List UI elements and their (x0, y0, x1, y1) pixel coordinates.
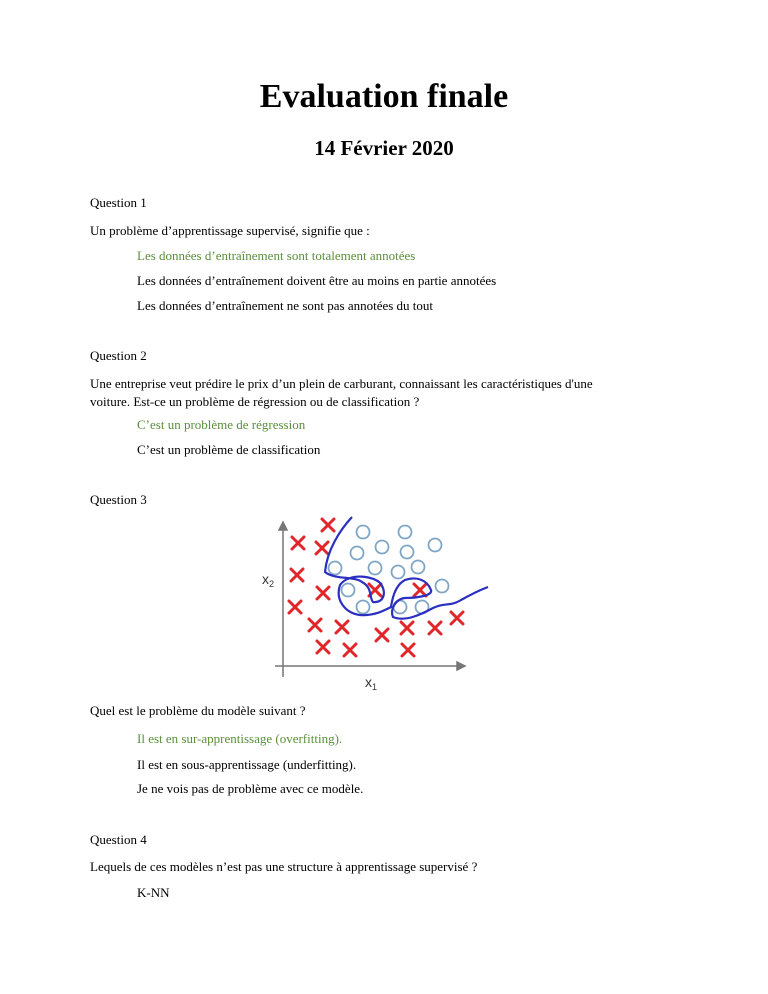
cross-point (291, 569, 303, 581)
circle-point (412, 561, 425, 574)
cross-point (317, 587, 329, 599)
cross-point (292, 537, 304, 549)
document-title: Evaluation finale (259, 78, 509, 115)
question-2-text-cont: voiture. Est-ce un problème de régression ou de classification ? (90, 394, 420, 409)
overfitting-figure (245, 510, 505, 695)
question-1-option-2[interactable]: Les données d’entraînement doivent être au moins en partie annotées (137, 273, 497, 288)
cross-point (376, 629, 388, 641)
cross-point (344, 644, 356, 656)
cross-point (336, 621, 348, 633)
circle-point (429, 539, 442, 552)
circle-point (401, 546, 414, 559)
question-1-label: Question 1 (90, 195, 147, 210)
circle-point (436, 580, 449, 593)
question-3-option-3[interactable]: Je ne vois pas de problème avec ce modèle. (137, 781, 364, 796)
cross-point (451, 612, 463, 624)
question-4-option-1[interactable]: K-NN (137, 885, 170, 900)
cross-point (317, 641, 329, 653)
question-3-label: Question 3 (90, 492, 147, 507)
question-1-option-1[interactable]: Les données d’entraînement sont totalement annotées (137, 248, 416, 263)
circle-point (369, 562, 382, 575)
cross-point (316, 542, 328, 554)
question-1-text: Un problème d’apprentissage supervisé, signifie que : (90, 223, 370, 238)
cross-point (414, 584, 426, 596)
circle-point (376, 541, 389, 554)
question-3-option-1[interactable]: Il est en sur-apprentissage (overfitting). (137, 731, 343, 746)
circle-point (357, 601, 370, 614)
question-4-label: Question 4 (90, 832, 147, 847)
question-2-label: Question 2 (90, 348, 147, 363)
question-1-option-3[interactable]: Les données d’entraînement ne sont pas annotées du tout (137, 298, 434, 313)
question-3-option-2[interactable]: Il est en sous-apprentissage (underfitting). (137, 757, 357, 772)
x-axis-label: $x_1$ (365, 674, 378, 692)
circle-point (357, 526, 370, 539)
question-2-text: Une entreprise veut prédire le prix d’un plein de carburant, connaissant les caractéristiques d'une (90, 376, 593, 391)
y-axis-arrow (279, 522, 287, 530)
circle-point (399, 526, 412, 539)
cross-point (309, 619, 321, 631)
cross-point (429, 622, 441, 634)
cross-point (402, 644, 414, 656)
decision-boundary (325, 517, 488, 619)
x-axis-arrow (457, 662, 465, 670)
document-date: 14 Février 2020 (314, 136, 454, 160)
question-2-option-1[interactable]: C’est un problème de régression (137, 417, 306, 432)
question-4-text: Lequels de ces modèles n’est pas une structure à apprentissage supervisé ? (90, 859, 478, 874)
circle-point (351, 547, 364, 560)
cross-point (289, 601, 301, 613)
circle-point (392, 566, 405, 579)
circle-point (329, 562, 342, 575)
question-2-option-2[interactable]: C’est un problème de classification (137, 442, 321, 457)
cross-point (322, 519, 334, 531)
y-axis-label: $x_2$ (262, 571, 275, 589)
cross-point (401, 622, 413, 634)
question-3-text: Quel est le problème du modèle suivant ? (90, 703, 306, 718)
circle-point (342, 584, 355, 597)
